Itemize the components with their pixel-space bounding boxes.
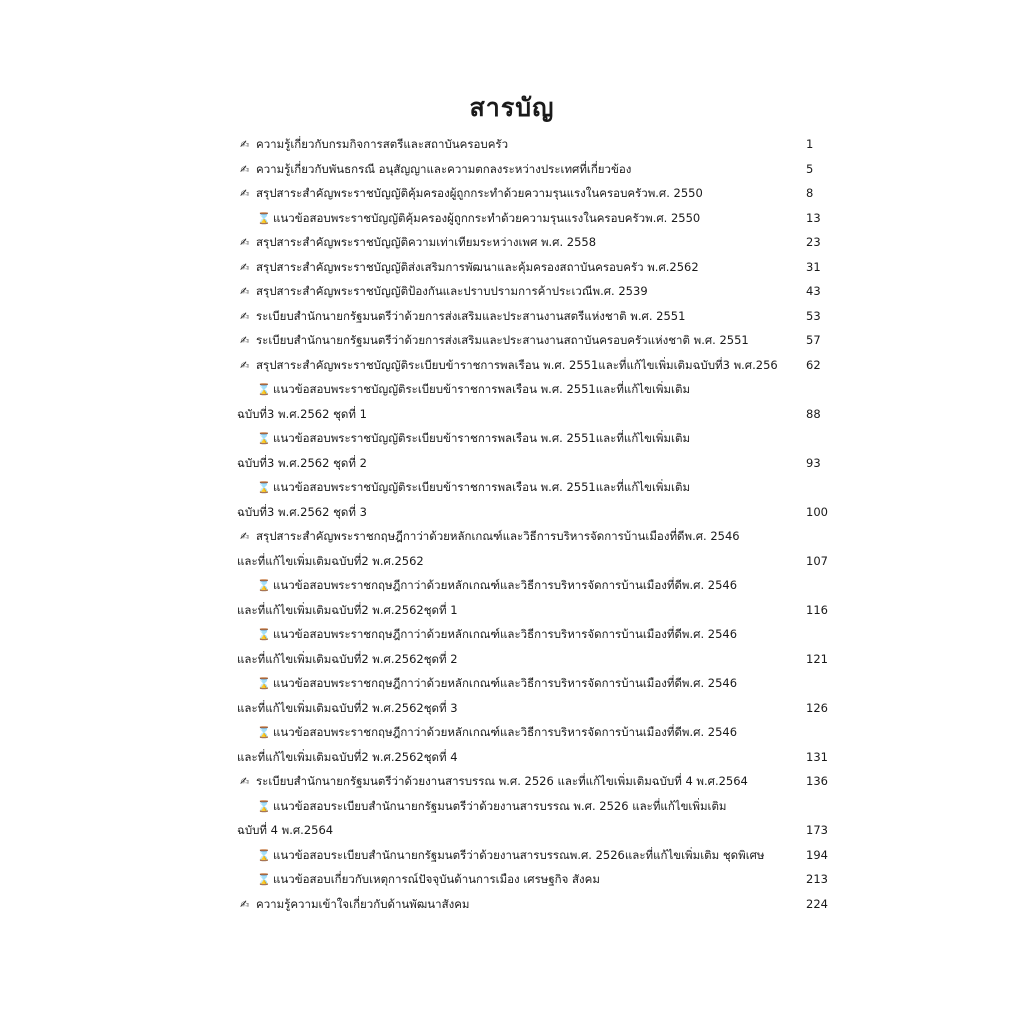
pen-icon: ✍	[240, 236, 250, 249]
hourglass-icon: ⌛	[257, 726, 271, 739]
toc-entry-text	[240, 230, 596, 256]
toc-entry-text	[240, 181, 703, 207]
toc-entry-label: และที่แก้ไขเพิ่มเติมฉบับที่2 พ.ศ.2562ชุดที่ 4	[237, 749, 458, 764]
toc-entry	[0, 745, 1024, 770]
toc-page-number: 121	[806, 651, 828, 666]
hourglass-icon: ⌛	[257, 481, 271, 494]
toc-entry-label: แนวข้อสอบพระราชบัญญัติระเบียบข้าราชการพลเรือน พ.ศ. 2551และที่แก้ไขเพิ่มเติม	[273, 382, 691, 396]
toc-entry-text	[257, 573, 737, 599]
hourglass-icon: ⌛	[257, 873, 271, 886]
toc-page-number: 100	[806, 504, 828, 519]
pen-icon: ✍	[240, 775, 250, 788]
toc-entry	[0, 255, 1024, 280]
hourglass-icon: ⌛	[257, 799, 271, 813]
toc-page-number: 194	[806, 847, 828, 862]
toc-entry-label: ระเบียบสำนักนายกรัฐมนตรีว่าด้วยงานสารบรรณ พ.ศ. 2526 และที่แก้ไขเพิ่มเติมฉบับที่ 4 พ.ศ.2564	[256, 774, 748, 788]
pen-icon: ✍	[240, 897, 250, 911]
toc-entry-text	[237, 549, 424, 574]
hourglass-icon: ⌛	[257, 628, 271, 641]
pen-icon: ✍	[240, 285, 250, 298]
toc-page-number: 43	[806, 284, 821, 298]
toc-entry	[0, 794, 1024, 819]
toc-entry	[0, 573, 1024, 598]
toc-entry-label: แนวข้อสอบเกี่ยวกับเหตุการณ์ปัจจุบันด้านการเมือง เศรษฐกิจ สังคม	[273, 872, 600, 886]
toc-entry	[0, 451, 1024, 476]
toc-entry	[0, 524, 1024, 549]
toc-entry-label: แนวข้อสอบพระราชกฤษฎีกาว่าด้วยหลักเกณฑ์และวิธีการบริหารจัดการบ้านเมืองที่ดีพ.ศ. 2546	[273, 725, 738, 739]
toc-entry-label: และที่แก้ไขเพิ่มเติมฉบับที่2 พ.ศ.2562ชุดที่ 2	[237, 651, 458, 666]
toc-entry-text	[237, 696, 458, 721]
toc-entry	[0, 304, 1024, 329]
toc-page-number: 224	[806, 896, 828, 911]
toc-entry	[0, 132, 1024, 157]
toc-entry	[0, 867, 1024, 892]
toc-entry	[0, 671, 1024, 696]
toc-entry-text	[237, 598, 458, 623]
hourglass-icon: ⌛	[257, 432, 271, 445]
pen-icon: ✍	[240, 162, 250, 176]
hourglass-icon: ⌛	[257, 579, 271, 592]
toc-entry-text	[257, 867, 600, 893]
toc-entry-label: และที่แก้ไขเพิ่มเติมฉบับที่2 พ.ศ.2562ชุดที่ 3	[237, 700, 458, 715]
toc-page-number: 13	[806, 210, 821, 225]
toc-entry-text	[240, 328, 749, 354]
toc-entry-text	[257, 671, 737, 697]
toc-entry-label: และที่แก้ไขเพิ่มเติมฉบับที่2 พ.ศ.2562ชุดที่ 1	[237, 602, 458, 617]
page-title: สารบัญ	[469, 93, 555, 122]
toc-entry-label: แนวข้อสอบพระราชกฤษฎีกาว่าด้วยหลักเกณฑ์และวิธีการบริหารจัดการบ้านเมืองที่ดีพ.ศ. 2546	[273, 578, 738, 592]
toc-page-number: 213	[806, 872, 828, 886]
toc-entry	[0, 181, 1024, 206]
toc-entry-label: สรุปสาระสำคัญพระราชบัญญัติป้องกันและปราบปรามการค้าประเวณีพ.ศ. 2539	[256, 284, 648, 298]
hourglass-icon: ⌛	[257, 848, 271, 862]
toc-page-number: 116	[806, 602, 828, 617]
toc-page-number: 131	[806, 749, 828, 764]
toc-page-number: 31	[806, 259, 821, 274]
toc-page-number: 126	[806, 700, 828, 715]
toc-entry-text	[240, 353, 778, 379]
toc-entry-text	[240, 769, 748, 795]
toc-entry	[0, 720, 1024, 745]
toc-entry	[0, 696, 1024, 721]
toc-page-number: 107	[806, 553, 828, 568]
toc-entry-label: แนวข้อสอบพระราชบัญญัติระเบียบข้าราชการพลเรือน พ.ศ. 2551และที่แก้ไขเพิ่มเติม	[273, 431, 691, 445]
toc-entry	[0, 377, 1024, 402]
toc-entry-text	[257, 206, 700, 232]
toc-entry	[0, 622, 1024, 647]
toc-entry	[0, 598, 1024, 623]
toc-entry-text	[257, 622, 737, 648]
pen-icon: ✍	[240, 138, 250, 151]
toc-page-number: 23	[806, 235, 821, 249]
toc-entry	[0, 206, 1024, 231]
toc-entry	[0, 230, 1024, 255]
toc-page-number: 53	[806, 308, 821, 323]
toc-page-number: 57	[806, 333, 821, 347]
pen-icon: ✍	[240, 187, 250, 200]
toc-entry-text	[237, 402, 367, 427]
toc-entry	[0, 475, 1024, 500]
toc-entry-label: ความรู้ความเข้าใจเกี่ยวกับด้านพัฒนาสังคม	[256, 896, 470, 911]
toc-entry	[0, 426, 1024, 451]
toc-entry-text	[257, 475, 690, 501]
toc-page-number: 88	[806, 406, 821, 421]
toc-page-number: 173	[806, 823, 828, 837]
toc-entry-label: แนวข้อสอบพระราชบัญญัติระเบียบข้าราชการพลเรือน พ.ศ. 2551และที่แก้ไขเพิ่มเติม	[273, 480, 691, 494]
toc-entry-text	[240, 279, 648, 305]
toc-entry-label: สรุปสาระสำคัญพระราชบัญญัติความเท่าเทียมระหว่างเพศ พ.ศ. 2558	[256, 235, 597, 249]
hourglass-icon: ⌛	[257, 383, 271, 396]
toc-page-number: 5	[806, 161, 814, 176]
toc-entry-text	[237, 647, 458, 672]
toc-entry-label: ฉบับที่3 พ.ศ.2562 ชุดที่ 1	[237, 406, 367, 421]
toc-entry	[0, 353, 1024, 378]
toc-page-number: 136	[806, 774, 828, 788]
toc-entry-text	[257, 720, 737, 746]
toc-entry-label: สรุปสาระสำคัญพระราชบัญญัติส่งเสริมการพัฒนาและคุ้มครองสถาบันครอบครัว พ.ศ.2562	[256, 259, 699, 274]
toc-page-number: 8	[806, 186, 814, 200]
toc-entry-text	[240, 892, 470, 918]
toc-entry-text	[237, 500, 367, 525]
toc-page-number: 62	[806, 357, 821, 372]
toc-entry-text	[237, 451, 367, 476]
pen-icon: ✍	[240, 334, 250, 347]
pen-icon: ✍	[240, 358, 250, 372]
toc-entry-text	[237, 745, 458, 770]
toc-entry-label: สรุปสาระสำคัญพระราชบัญญัติคุ้มครองผู้ถูกกระทำด้วยความรุนแรงในครอบครัวพ.ศ. 2550	[256, 186, 703, 200]
toc-entry-text	[240, 132, 508, 158]
pen-icon: ✍	[240, 530, 250, 543]
toc-entry-text	[257, 377, 690, 403]
toc-entry-label: ความรู้เกี่ยวกับพันธกรณี อนุสัญญาและความตกลงระหว่างประเทศที่เกี่ยวข้อง	[256, 161, 632, 176]
toc-entry	[0, 328, 1024, 353]
toc-entry-label: ระเบียบสำนักนายกรัฐมนตรีว่าด้วยการส่งเสริมและประสานงานสถาบันครอบครัวแห่งชาติ พ.ศ. 2551	[256, 333, 749, 347]
toc-entry	[0, 843, 1024, 868]
toc-entry	[0, 892, 1024, 917]
toc-entry-label: แนวข้อสอบพระราชกฤษฎีกาว่าด้วยหลักเกณฑ์และวิธีการบริหารจัดการบ้านเมืองที่ดีพ.ศ. 2546	[273, 676, 738, 690]
hourglass-icon: ⌛	[257, 677, 271, 690]
toc-entry-text	[240, 157, 631, 183]
toc-entry-label: ฉบับที่3 พ.ศ.2562 ชุดที่ 2	[237, 455, 367, 470]
toc-entry	[0, 500, 1024, 525]
pen-icon: ✍	[240, 309, 250, 323]
toc-entry-text	[237, 818, 333, 843]
toc-entry-label: ระเบียบสำนักนายกรัฐมนตรีว่าด้วยการส่งเสริมและประสานงานสตรีแห่งชาติ พ.ศ. 2551	[256, 308, 686, 323]
toc-entry-text	[257, 426, 690, 452]
toc-entry-label: ฉบับที่3 พ.ศ.2562 ชุดที่ 3	[237, 504, 367, 519]
toc-entry-text	[257, 843, 765, 869]
toc-entry	[0, 402, 1024, 427]
toc-entry-label: สรุปสาระสำคัญพระราชบัญญัติระเบียบข้าราชการพลเรือน พ.ศ. 2551และที่แก้ไขเพิ่มเติมฉบับที่3 พ.ศ.256	[256, 357, 778, 372]
toc-entry	[0, 769, 1024, 794]
toc-list	[0, 132, 1024, 916]
pen-icon: ✍	[240, 260, 250, 274]
toc-entry-text	[257, 794, 727, 820]
toc-entry	[0, 549, 1024, 574]
toc-page-number: 1	[806, 137, 814, 151]
toc-entry-label: ฉบับที่ 4 พ.ศ.2564	[237, 823, 334, 837]
toc-entry-text	[240, 255, 699, 281]
hourglass-icon: ⌛	[257, 211, 271, 225]
toc-entry	[0, 157, 1024, 182]
toc-entry-label: แนวข้อสอบระเบียบสำนักนายกรัฐมนตรีว่าด้วยงานสารบรรณพ.ศ. 2526และที่แก้ไขเพิ่มเติม ชุดพิเศษ	[273, 847, 765, 862]
toc-entry-label: และที่แก้ไขเพิ่มเติมฉบับที่2 พ.ศ.2562	[237, 553, 424, 568]
toc-entry-label: ความรู้เกี่ยวกับกรมกิจการสตรีและสถาบันครอบครัว	[256, 137, 509, 151]
toc-entry	[0, 647, 1024, 672]
toc-entry-label: สรุปสาระสำคัญพระราชกฤษฎีกาว่าด้วยหลักเกณฑ์และวิธีการบริหารจัดการบ้านเมืองที่ดีพ.ศ. 2546	[256, 529, 740, 543]
toc-entry	[0, 279, 1024, 304]
toc-entry-label: แนวข้อสอบพระราชบัญญัติคุ้มครองผู้ถูกกระทำด้วยความรุนแรงในครอบครัวพ.ศ. 2550	[273, 210, 701, 225]
toc-entry-text	[240, 304, 685, 330]
toc-entry-label: แนวข้อสอบระเบียบสำนักนายกรัฐมนตรีว่าด้วยงานสารบรรณ พ.ศ. 2526 และที่แก้ไขเพิ่มเติม	[273, 798, 727, 813]
toc-entry	[0, 818, 1024, 843]
toc-entry-text	[240, 524, 740, 550]
toc-page-number: 93	[806, 455, 821, 470]
toc-entry-label: แนวข้อสอบพระราชกฤษฎีกาว่าด้วยหลักเกณฑ์และวิธีการบริหารจัดการบ้านเมืองที่ดีพ.ศ. 2546	[273, 627, 738, 641]
